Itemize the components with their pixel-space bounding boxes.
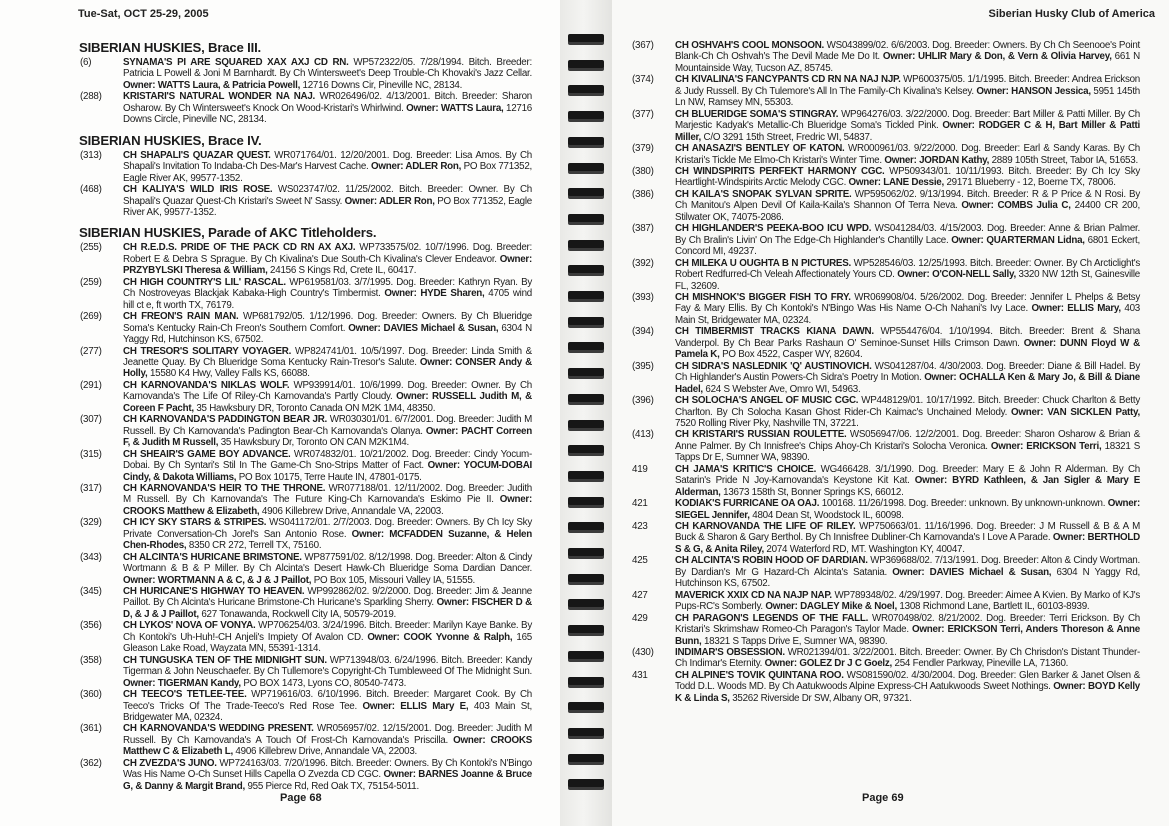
dog-name: CH TEECO'S TETLEE-TEE. xyxy=(123,689,247,701)
entry-number: 431 xyxy=(632,669,648,681)
entry-number: (361) xyxy=(80,723,102,735)
catalog-entry xyxy=(628,361,1140,395)
entry-number: (379) xyxy=(632,143,654,155)
spiral-coil xyxy=(568,240,604,248)
entry-details: WP733575/02. 10/7/1996. Dog. Breeder: Robert E & Debra S Sprague. By Ch Kivalina's Due South-Ch Kivalina's Clever Endeavor. xyxy=(123,242,533,265)
entry-number: (259) xyxy=(80,276,102,288)
owner-address: 35 Hawksbury DR, Toronto Canada ON M2K 1M4, 48350. xyxy=(196,402,436,414)
entry-details: WR000961/03. 9/22/2000. Dog. Breeder: Earl & Sandy Karas. By Ch Kristari's Tickle Me Elmo-Ch Kristari's Winter Time. xyxy=(675,143,1140,166)
catalog-entry xyxy=(76,414,532,448)
owner-address: 627 Tonawanda, Rockwell City IA, 50579-2019. xyxy=(201,608,396,620)
spiral-binding xyxy=(560,0,612,826)
dog-name: CH HIGH COUNTRY'S LIL' RASCAL. xyxy=(123,276,286,288)
owner-name: Owner: BYRD Kathleen, & Jan Sigler & Mary E Alderman, xyxy=(675,475,1140,498)
dog-name: CH MISHNOK'S BIGGER FISH TO FRY. xyxy=(675,291,851,303)
spiral-coil xyxy=(568,599,604,607)
entry-details: WS056947/06. 12/2/2001. Dog. Breeder: Sharon Osharow & Brian & Anne Palmer. By Ch Innisfree's Chips Ahoy-Ch Kristari's Solocha Veronica. xyxy=(675,429,1140,452)
entry-number: (430) xyxy=(632,647,654,659)
section-title: SIBERIAN HUSKIES, Brace IV. xyxy=(79,132,262,148)
section-title: SIBERIAN HUSKIES, Brace III. xyxy=(79,40,262,55)
header-club-name: Siberian Husky Club of America xyxy=(988,8,1155,20)
owner-address: 7520 Rolling River Pky, Nashville TN, 37221. xyxy=(675,417,859,429)
catalog-entry xyxy=(628,189,1140,223)
owner-address: 4804 Dean St, Woodstock IL, 60098. xyxy=(752,509,904,521)
entry-details: WP789348/02. 4/29/1997. Dog. Breeder: Aimee A Kvien. By Marko of KJ's Pups-RC's Somberly. xyxy=(675,589,1141,613)
owner-address: 254 Fendler Parkway, Pineville LA, 71360. xyxy=(894,658,1069,670)
catalog-entry xyxy=(628,647,1140,670)
dog-name: MAVERICK XXIX CD NA NAJP NAP. xyxy=(675,589,832,601)
owner-name: Owner: RUSSELL Judith M, & Coreen F Pacht, xyxy=(123,391,532,414)
entry-number: (291) xyxy=(80,379,102,391)
owner-name: Owner: DAVIES Michael & Susan, xyxy=(348,322,499,334)
entry-details: WP719616/03. 6/10/1996. Bitch. Breeder: Margaret Cook. By Ch Teeco's Tricks Of The Trade-Teeco's Red Rose Tee. xyxy=(123,689,532,712)
owner-name: Owner: CROOKS Matthew & Elizabeth, xyxy=(123,494,532,517)
entry-number: (362) xyxy=(80,757,102,769)
spiral-coil xyxy=(568,754,604,762)
entry-details: WP750663/01. 11/16/1996. Dog. Breeder: J M Russell & B & A M Buck & Sharon & Gary Berthol. By Ch Innisfree Dubliner-Ch Karnovanda's I Love A Parade. xyxy=(675,521,1140,544)
catalog-entry xyxy=(76,277,532,311)
catalog-entry xyxy=(76,620,532,654)
owner-name: Owner: LANE Dessie, xyxy=(848,177,944,189)
entry-number: (396) xyxy=(632,395,654,407)
owner-name: Owner: ERICKSON Terri, xyxy=(990,440,1102,452)
page-number-right: Page 69 xyxy=(862,792,904,804)
entry-number: (387) xyxy=(632,223,654,235)
owner-name: Owner: DUNN Floyd W & Pamela K, xyxy=(675,337,1140,361)
entry-details: WP713948/03. 6/24/1996. Bitch. Breeder: Kandy Tigerman & John Neuschaefer. By Ch Tullemore's Copyright-Ch Tumbleweed Of The Midnight Sun. xyxy=(123,654,532,678)
owner-name: Owner: UHLIR Mary & Don, & Vern & Olivia Harvey, xyxy=(882,51,1112,63)
spiral-coil xyxy=(568,368,604,376)
entry-details: WP877591/02. 8/12/1998. Dog. Breeder: Alton & Cindy Wortmann & B & P Miller. By Ch Alcinta's Desert Hawk-Ch Blueridge Soma Dardian Dancer. xyxy=(123,551,532,575)
catalog-entry xyxy=(628,613,1140,647)
owner-name: Owner: RODGER C & H, Bart Miller & Patti Miller, xyxy=(675,120,1140,143)
spiral-coil xyxy=(568,34,604,42)
catalog-entry xyxy=(76,346,532,380)
owner-address: C/O 3291 15th Street, Fredric WI, 54837. xyxy=(703,131,873,143)
owner-address: 624 S Webster Ave, Omro WI, 54963. xyxy=(705,383,861,395)
catalog-entry xyxy=(628,40,1140,74)
entry-number: (313) xyxy=(80,149,102,161)
spiral-coil xyxy=(568,574,604,582)
dog-name: CH HURICANE'S HIGHWAY TO HEAVEN. xyxy=(123,586,305,598)
catalog-entry xyxy=(628,555,1140,589)
owner-address: 6304 N Yaggy Rd, Hutchinson KS, 67502. xyxy=(123,322,532,346)
entry-number: (360) xyxy=(80,689,102,701)
right-page xyxy=(612,0,1169,826)
dog-name: CH KARNOVANDA'S WEDDING PRESENT. xyxy=(123,723,314,735)
section-title: SIBERIAN HUSKIES, Parade of AKC Titleholders. xyxy=(79,225,377,241)
dog-name: CH SHAPALI'S QUAZAR QUEST. xyxy=(123,149,271,161)
catalog-entry xyxy=(628,670,1140,704)
dog-name: CH TIMBERMIST TRACKS KIANA DAWN. xyxy=(675,326,874,338)
owner-address: 35262 Riverside Dr SW, Albany OR, 97321. xyxy=(732,692,912,704)
entry-details: WR077188/01. 12/11/2002. Dog. Breeder: Judith M Russell. By Ch Karnovanda's The Future King-Ch Karnovanda's Eskimo Pie II. xyxy=(123,482,532,506)
owner-address: 403 Main St, Bridgewater MA, 02324. xyxy=(123,700,532,724)
dog-name: CH OSHVAH'S COOL MONSOON. xyxy=(675,40,824,51)
entry-number: 425 xyxy=(632,555,648,567)
left-page-content xyxy=(76,40,532,792)
dog-name: CH FREON'S RAIN MAN. xyxy=(123,311,239,323)
entry-details: WP509343/01. 10/11/1993. Bitch. Breeder: By Ch Icy Sky Heartlight-Windspirits Arctic Melody CGC. xyxy=(675,165,1140,189)
entry-details: WS041172/01. 2/7/2003. Dog. Breeder: Owners. By Ch Icy Sky Private Conversation-Ch Jorel's San Antonio Rose. xyxy=(123,517,532,540)
entry-details: WP964276/03. 3/22/2000. Dog. Breeder: Bart Miller & Patti Miller. By Ch Marjestic Kadyak's Metallic-Ch Blueridge Soma's Tickled Pink. xyxy=(675,108,1140,132)
owner-name: Owner: HANSON Jessica, xyxy=(976,85,1091,97)
owner-name: Owner: ELLIS Mary, xyxy=(1031,303,1121,315)
owner-name: Owner: CROOKS Matthew C & Elizabeth L, xyxy=(123,734,532,758)
owner-name: Owner: BERTHOLD S & G, & Anita Riley, xyxy=(675,532,1140,555)
entry-details: WP448129/01. 10/17/1992. Bitch. Breeder: Chuck Charlton & Betty Charlton. By Ch Solocha Kasan Ghost Rider-Ch Kaimac's Unchained Melody. xyxy=(675,395,1140,418)
owner-name: Owner: COMBS Julia C, xyxy=(961,200,1071,212)
owner-address: 1308 Richmond Lane, Bartlett IL, 60103-8939. xyxy=(899,601,1090,613)
dog-name: CH SHEAIR'S GAME BOY ADVANCE. xyxy=(123,448,291,460)
catalog-entry xyxy=(76,758,532,792)
entry-number: (6) xyxy=(80,57,92,68)
dog-name: CH KAILA'S SNOPAK SYLVAN SPRITE. xyxy=(675,188,852,200)
owner-name: Owner: ERICKSON Terri, Anders Thoreson & Anne Bunn, xyxy=(675,624,1140,647)
catalog-entry xyxy=(76,311,532,345)
entry-number: (395) xyxy=(632,360,654,372)
entry-number: 419 xyxy=(632,463,648,475)
spiral-coil xyxy=(568,317,604,325)
entry-number: (356) xyxy=(80,620,102,632)
header-date: Tue-Sat, OCT 25-29, 2005 xyxy=(78,8,209,20)
owner-address: 955 Pierce Rd, Red Oak TX, 75154-5011. xyxy=(247,780,419,792)
owner-name: Owner: BOYD Kelly K & Linda S, xyxy=(675,681,1140,704)
entry-number: (288) xyxy=(80,91,102,103)
entry-details: WP528546/03. 12/25/1993. Bitch. Breeder: Owner. By Ch Arcticlight's Robert Redfurred-Ch Veleah Affectionately Yours CD. xyxy=(675,257,1140,281)
dog-name: CH ALPINE'S TOVIK QUINTANA ROO. xyxy=(675,669,844,681)
owner-name: Owner: HYDE Sharen, xyxy=(384,288,485,300)
catalog-entry xyxy=(76,586,532,620)
owner-address: 165 Gleason Lake Road, Wayzata MN, 55391-1314. xyxy=(123,631,532,655)
owner-name: Owner: YOCUM-DOBAI Cindy, & Dakota Williams, xyxy=(123,460,532,483)
owner-address: 12716 Downs Cir, Pineville NC, 28134. xyxy=(302,79,463,91)
owner-address: 403 Main St, Bridgewater MA, 02324. xyxy=(675,303,1140,326)
entry-number: (413) xyxy=(632,429,654,441)
owner-name: Owner: DAVIES Michael & Susan, xyxy=(892,566,1052,578)
owner-address: 15580 K4 Hwy, Valley Falls KS, 66088. xyxy=(149,368,310,380)
owner-address: 3320 NW 12th St, Gainesville FL, 32609. xyxy=(675,269,1140,292)
owner-name: Owner: ADLER Ron, xyxy=(371,161,462,173)
dog-name: CH KALIYA'S WILD IRIS ROSE. xyxy=(123,184,273,196)
owner-address: 12716 Downs Circle, Pineville NC, 28134. xyxy=(123,102,533,126)
dog-name: INDIMAR'S OBSESSION. xyxy=(675,647,785,659)
spiral-coil xyxy=(568,291,604,299)
dog-name: CH KRISTARI'S RUSSIAN ROULETTE. xyxy=(675,429,847,441)
owner-name: Owner: ADLER Ron, xyxy=(344,195,435,207)
owner-name: Owner: QUARTERMAN Lidna, xyxy=(951,234,1085,246)
spiral-coil xyxy=(568,85,604,93)
spiral-coil xyxy=(568,111,604,119)
entry-number: 427 xyxy=(632,589,648,601)
catalog-entry xyxy=(628,143,1140,166)
spiral-coil xyxy=(568,60,604,68)
dog-name: CH JAMA'S KRITIC'S CHOICE. xyxy=(675,463,817,475)
spiral-coil xyxy=(568,394,604,402)
owner-address: 18321 S Tapps Dr E, Sumner WA, 98390. xyxy=(675,440,1140,464)
entry-number: (345) xyxy=(80,586,102,598)
entry-details: WR070498/02. 8/21/2002. Dog. Breeder: Terri Erickson. By Ch Kristari's Skrimshaw Romeo-Ch Paragon's Taylor Made. xyxy=(675,612,1140,636)
owner-address: 661 N Mountainside Way, Tucson AZ, 85745. xyxy=(675,51,1140,74)
entry-details: WP681792/05. 1/12/1996. Dog. Breeder: Owners. By Ch Blueridge Soma's Kentucky Rain-Ch Freon's Southern Comfort. xyxy=(123,311,532,334)
owner-address: 5951 145th Ln NW, Ramsey MN, 55303. xyxy=(675,85,1140,109)
entry-number: (374) xyxy=(632,74,654,86)
catalog-entry xyxy=(628,326,1140,360)
entry-number: (277) xyxy=(80,345,102,357)
catalog-entry xyxy=(628,464,1140,498)
entry-details: WS081590/02. 4/30/2004. Dog. Breeder: Glen Barker & Janet Olsen & Todd D.L. Woods MD. By Ch Aatukwoods Alpine Express-CH Aatukwoods Sweet Nothings. xyxy=(675,669,1140,693)
spiral-coil xyxy=(568,497,604,505)
entry-details: WP600375/05. 1/1/1995. Bitch. Breeder: Andrea Erickson & Judy Russell. By Ch Tulemore's All In The Family-Ch Kivalina's Kelsey. xyxy=(675,74,1140,97)
owner-address: 2889 105th Street, Tabor IA, 51653. xyxy=(991,154,1138,166)
dog-name: CH ICY SKY STARS & STRIPES. xyxy=(123,517,267,529)
catalog-entry xyxy=(628,292,1140,326)
owner-address: PO Box 771352, Eagle River AK, 99577-1352. xyxy=(123,161,533,184)
entry-details: 100168. 11/26/1998. Dog. Breeder: unknown. By unknown-unknown. xyxy=(821,498,1106,510)
catalog-entry xyxy=(76,91,532,125)
entry-number: (380) xyxy=(632,165,654,177)
entry-number: (329) xyxy=(80,517,102,529)
entry-number: 429 xyxy=(632,612,648,624)
entry-details: WR021394/01. 3/22/2001. Bitch. Breeder: Owner. By Ch Chrisdon's Distant Thunder-Ch Indimar's Eternity. xyxy=(675,647,1140,670)
owner-address: PO BOX 1473, Lyons CO, 80540-7473. xyxy=(243,677,407,689)
entry-number: (358) xyxy=(80,654,102,666)
owner-address: 4705 wind hill ct e, ft worth TX, 76179. xyxy=(123,288,532,311)
catalog-entry xyxy=(628,429,1140,463)
entry-details: WP595062/02. 9/13/1994. Bitch. Breeder: R & P Price & N Rosi. By Ch Manitou's Alpen Devil Of Kaila-Kaila's Shannon Of Terra Neva. xyxy=(675,188,1140,212)
entry-details: WS043899/02. 6/6/2003. Dog. Breeder: Owners. By Ch Ch Seenooe's Point Blank-Ch Ch Oshvah's The Devil Made Me Do It. xyxy=(675,40,1140,63)
catalog-entry xyxy=(628,223,1140,257)
left-page xyxy=(0,0,560,826)
dog-name: CH TUNGUSKA TEN OF THE MIDNIGHT SUN. xyxy=(123,654,327,666)
catalog-entry xyxy=(76,150,532,184)
dog-name: KRISTARI'S NATURAL WONDER NA NAJ. xyxy=(123,91,316,103)
spiral-coil xyxy=(568,471,604,479)
owner-name: Owner: TIGERMAN Kandy, xyxy=(123,677,241,689)
catalog-entry xyxy=(76,449,532,483)
owner-name: Owner: OCHALLA Ken & Mary Jo, & Bill & Diane Hadel, xyxy=(675,372,1140,395)
entry-number: (367) xyxy=(632,40,654,51)
owner-name: Owner: O'CON-NELL Sally, xyxy=(897,269,1016,281)
owner-name: Owner: SIEGEL Jennifer, xyxy=(675,498,1140,521)
catalog-entry xyxy=(628,395,1140,429)
entry-details: WS041287/04. 4/30/2003. Dog. Breeder: Diane & Bill Hadel. By Ch Highlander's Austin Powers-Ch Sidra's Poetry In Motion. xyxy=(675,360,1140,384)
entry-number: (343) xyxy=(80,551,102,563)
owner-address: 6801 Eckert, Concord MI, 49237. xyxy=(675,234,1140,258)
owner-name: Owner: CONSER Andy & Holly, xyxy=(123,356,532,380)
dog-name: CH WINDSPIRITS PERFEKT HARMONY CGC. xyxy=(675,165,885,177)
owner-name: Owner: BARNES Joanne & Bruce G, & Danny & Margit Brand, xyxy=(123,769,532,792)
catalog-entry xyxy=(76,689,532,723)
entry-number: (377) xyxy=(632,108,654,120)
spiral-coil xyxy=(568,728,604,736)
entry-number: (468) xyxy=(80,184,102,196)
dog-name: CH R.E.D.S. PRIDE OF THE PACK CD RN AX AXJ. xyxy=(123,242,356,254)
entry-number: 421 xyxy=(632,498,648,510)
owner-address: 4906 Killebrew Drive, Annandale VA, 22003. xyxy=(235,746,417,758)
dog-name: CH ALCINTA'S ROBIN HOOD OF DARDIAN. xyxy=(675,555,868,567)
spiral-coil xyxy=(568,702,604,710)
owner-name: Owner: VAN SICKLEN Patty, xyxy=(1011,406,1140,418)
dog-name: CH KARNOVANDA'S PADDINGTON BEAR JR. xyxy=(123,414,328,426)
owner-address: 24156 S Kings Rd, Crete IL, 60417. xyxy=(270,265,417,277)
spiral-coil xyxy=(568,548,604,556)
dog-name: CH PARAGON'S LEGENDS OF THE FALL. xyxy=(675,612,869,624)
catalog-entry xyxy=(628,258,1140,292)
entry-details: WS023747/02. 11/25/2002. Bitch. Breeder: Owner. By Ch Shapali's Quazar Quest-Ch Kristari's Sweet N' Sassy. xyxy=(123,184,532,207)
owner-name: Owner: ELLIS Mary E, xyxy=(362,700,469,712)
catalog-entry xyxy=(628,498,1140,521)
catalog-entry xyxy=(76,655,532,689)
owner-name: Owner: JORDAN Kathy, xyxy=(884,154,990,166)
owner-address: 6304 N Yaggy Rd, Hutchinson KS, 67502. xyxy=(675,566,1140,590)
owner-name: Owner: DAGLEY Mike & Noel, xyxy=(765,601,897,613)
entry-details: WP824741/01. 10/5/1997. Dog. Breeder: Linda Smith & Jeanette Quay. By Ch Blueridge Soma Kentucky Rain-Tresor's Salute. xyxy=(123,345,532,368)
catalog-entry xyxy=(628,109,1140,143)
owner-address: PO Box 771352, Eagle River AK, 99577-1352. xyxy=(123,195,532,218)
entry-details: WP706254/03. 3/24/1996. Bitch. Breeder: Marilyn Kaye Banke. By Ch Kontoki's Uh-Huh!-CH Anjeli's Impiety Of Avalon CD. xyxy=(123,620,532,643)
entry-details: WP939914/01. 10/6/1999. Dog. Breeder: Owner. By Ch Karnovanda's The Life Of Riley-Ch Karnovanda's Partly Cloudy. xyxy=(123,379,532,403)
owner-name: Owner: MCFADDEN Suzanne, & Helen Chen-Rhodes, xyxy=(123,528,532,552)
owner-name: Owner: WATTS Laura, xyxy=(406,102,504,114)
owner-address: PO Box 105, Missouri Valley IA, 51555. xyxy=(313,574,475,586)
spiral-coil xyxy=(568,779,604,787)
spiral-coil xyxy=(568,651,604,659)
catalog-entry xyxy=(628,74,1140,108)
entry-details: WS041284/03. 4/15/2003. Dog. Breeder: Anne & Brian Palmer. By Ch Bralin's Livin' On The Edge-Ch Highlander's Chantilly Lace. xyxy=(675,223,1140,246)
catalog-entry xyxy=(76,242,532,276)
owner-name: Owner: WORTMANN A & C, & J & J Paillot, xyxy=(123,574,312,586)
catalog-entry xyxy=(628,521,1140,555)
entry-details: WP369688/02. 7/13/1991. Dog. Breeder: Alton & Cindy Wortman. By Dardian's Mr G Hazard-Ch Alcinta's Satania. xyxy=(675,555,1140,578)
dog-name: CH BLUERIDGE SOMA'S STINGRAY. xyxy=(675,108,839,120)
spiral-coil xyxy=(568,445,604,453)
owner-address: 4906 Killebrew Drive, Annandale VA, 22003. xyxy=(261,505,444,517)
dog-name: CH SIDRA'S NASLEDNIK 'Q' AUSTINOVICH. xyxy=(675,360,872,372)
entry-details: WR069908/04. 5/26/2002. Dog. Breeder: Jennifer L Phelps & Betsy Fay & Mary Ellis. By Ch Kontoki's N'Bingo Was His Name O-Ch Nahani's Ivy Lace. xyxy=(675,291,1140,315)
catalog-entry xyxy=(76,723,532,757)
dog-name: CH LYKOS' NOVA OF VONYA. xyxy=(123,620,256,632)
owner-address: 29171 Blueberry - 12, Boerne TX, 78006. xyxy=(946,177,1116,189)
entry-number: (255) xyxy=(80,242,102,254)
dog-name: CH ANASAZI'S BENTLEY OF KATON. xyxy=(675,143,845,155)
dog-name: CH ZVEZDA'S JUNO. xyxy=(123,757,217,769)
dog-name: CH ALCINTA'S HURICANE BRIMSTONE. xyxy=(123,551,302,563)
owner-name: Owner: FISCHER D & D, & J & J Paillot, xyxy=(123,597,532,620)
dog-name: CH MILEKA U OUGHTA B N PICTURES. xyxy=(675,257,851,269)
owner-address: PO Box 10175, Terre Haute IN, 47801-0175. xyxy=(238,471,422,483)
spiral-coil xyxy=(568,625,604,633)
owner-address: 13673 158th St, Bonner Springs KS, 66012. xyxy=(723,486,904,498)
spiral-coil xyxy=(568,522,604,530)
dog-name: CH KARNOVANDA THE LIFE OF RILEY. xyxy=(675,521,856,533)
catalog-entry xyxy=(76,552,532,586)
dog-name: KODIAK'S FURRICANE OA OAJ. xyxy=(675,498,820,510)
dog-name: CH TRESOR'S SOLITARY VOYAGER. xyxy=(123,345,292,357)
catalog-entry xyxy=(76,517,532,551)
page-number-left: Page 68 xyxy=(280,792,322,804)
owner-name: Owner: GOLEZ Dr J C Goelz, xyxy=(764,658,893,670)
spiral-coil xyxy=(568,163,604,171)
entry-number: (269) xyxy=(80,311,102,323)
entry-number: (386) xyxy=(632,188,654,200)
dog-name: CH KARNOVANDA'S NIKLAS WOLF. xyxy=(123,379,290,391)
entry-number: (307) xyxy=(80,414,102,426)
catalog-entry xyxy=(628,590,1140,613)
entry-details: WP554476/04. 1/10/1994. Bitch. Breeder: Brent & Shana Vanderpol. By Ch Bear Parks Rashaun O' Seminoe-Sunset Hills Crimson Dawn. xyxy=(675,326,1140,349)
spiral-coil xyxy=(568,342,604,350)
entry-details: WG466428. 3/1/1990. Dog. Breeder: Mary E & John R Alderman. By Ch Satarin's Pride N Joy-Karnovanda's Keystone Kit Kat. xyxy=(675,463,1140,487)
entry-details: WR030301/01. 6/7/2001. Dog. Breeder: Judith M Russell. By Ch Karnovanda's Padington Bear-Ch Karnovanda's Olanya. xyxy=(123,414,532,437)
owner-name: Owner: WATTS Laura, & Patricia Powell, xyxy=(123,79,301,91)
entry-details: WR071764/01. 12/20/2001. Dog. Breeder: Lisa Amos. By Ch Shapali's Invitation To Indaba-Ch Des-Mar's Harvest Cache. xyxy=(123,149,532,173)
entry-number: (315) xyxy=(80,448,102,460)
owner-name: Owner: PRZYBYLSKI Theresa & William, xyxy=(123,253,532,277)
spiral-coil xyxy=(568,677,604,685)
entry-number: 423 xyxy=(632,521,648,533)
catalog-entry xyxy=(76,57,532,91)
entry-details: WP992862/02. 9/2/2000. Dog. Breeder: Jim & Jeanne Paillot. By Ch Alcinta's Huricane Brimstone-Ch Huricane's Sparkling Sherry. xyxy=(123,586,532,609)
entry-number: (392) xyxy=(632,257,654,269)
dog-name: CH KARNOVANDA'S HEIR TO THE THRONE. xyxy=(123,482,326,494)
owner-name: Owner: PACHT Correen F, & Judith M Russell, xyxy=(123,425,532,449)
spiral-coil xyxy=(568,188,604,196)
catalog-entry xyxy=(76,380,532,414)
dog-name: CH KIVALINA'S FANCYPANTS CD RN NA NAJ NJP. xyxy=(675,74,901,86)
owner-address: 24400 CR 200, Stilwater OK, 74075-2086. xyxy=(675,200,1140,223)
owner-address: 18321 S Tapps Drive E, Sumner WA, 98390. xyxy=(703,635,888,647)
right-page-content xyxy=(628,40,1140,704)
owner-address: 35 Hawksbury Dr, Toronto ON CAN M2K1M4. xyxy=(220,437,409,449)
entry-details: WP572322/05. 7/28/1994. Bitch. Breeder: Patricia L Powell & Joni M Barnhardt. By Ch Wintersweet's Deep Trouble-Ch Khovaki's Jazz Cellar. xyxy=(123,57,532,80)
dog-name: SYNAMA'S PI ARE SQUARED XAX AXJ CD RN. xyxy=(123,57,349,68)
entry-details: WP724163/03. 7/20/1996. Bitch. Breeder: Owners. By Ch Kontoki's N'Bingo Was His Name O-Ch Sunset Hills Capella O Zvezda CD CGC. xyxy=(123,757,532,781)
entry-details: WR074832/01. 10/21/2002. Dog. Breeder: Cindy Yocum-Dobai. By Ch Syntari's Stil In The Game-Ch Sno-Strips Matter of Fact. xyxy=(123,448,532,472)
spiral-coil xyxy=(568,420,604,428)
owner-address: 8350 CR 272, Terrell TX, 75160. xyxy=(188,540,322,552)
owner-address: PO Box 4522, Casper WY, 82604. xyxy=(722,349,863,361)
spiral-coil xyxy=(568,265,604,273)
catalog-entry xyxy=(76,184,532,218)
spiral-coil xyxy=(568,214,604,222)
entry-number: (393) xyxy=(632,291,654,303)
owner-name: Owner: COOK Yvonne & Ralph, xyxy=(367,631,513,643)
entry-details: WP619581/03. 3/7/1995. Dog. Breeder: Kathryn Ryan. By Ch Nostroveyas Blackjak Kabaka-High Country's Timbermist. xyxy=(123,276,532,300)
entry-number: (394) xyxy=(632,326,654,338)
owner-address: 2074 Waterford RD, MT. Washington KY, 40047. xyxy=(766,543,965,555)
catalog-entry xyxy=(76,483,532,517)
entry-details: WR026496/02. 4/13/2001. Bitch. Breeder: Sharon Osharow. By Ch Wintersweet's Knock On Wood-Kristari's Whirlwind. xyxy=(123,91,532,114)
entry-number: (317) xyxy=(80,482,102,494)
dog-name: CH HIGHLANDER'S PEEKA-BOO ICU WPD. xyxy=(675,223,872,235)
dog-name: CH SOLOCHA'S ANGEL OF MUSIC CGC. xyxy=(675,395,859,407)
entry-details: WR056957/02. 12/15/2001. Dog. Breeder: Judith M Russell. By Ch Karnovanda's A Touch Of Frost-Ch Karnovanda's Priscilla. xyxy=(123,723,532,746)
spiral-coil xyxy=(568,137,604,145)
catalog-entry xyxy=(628,166,1140,189)
